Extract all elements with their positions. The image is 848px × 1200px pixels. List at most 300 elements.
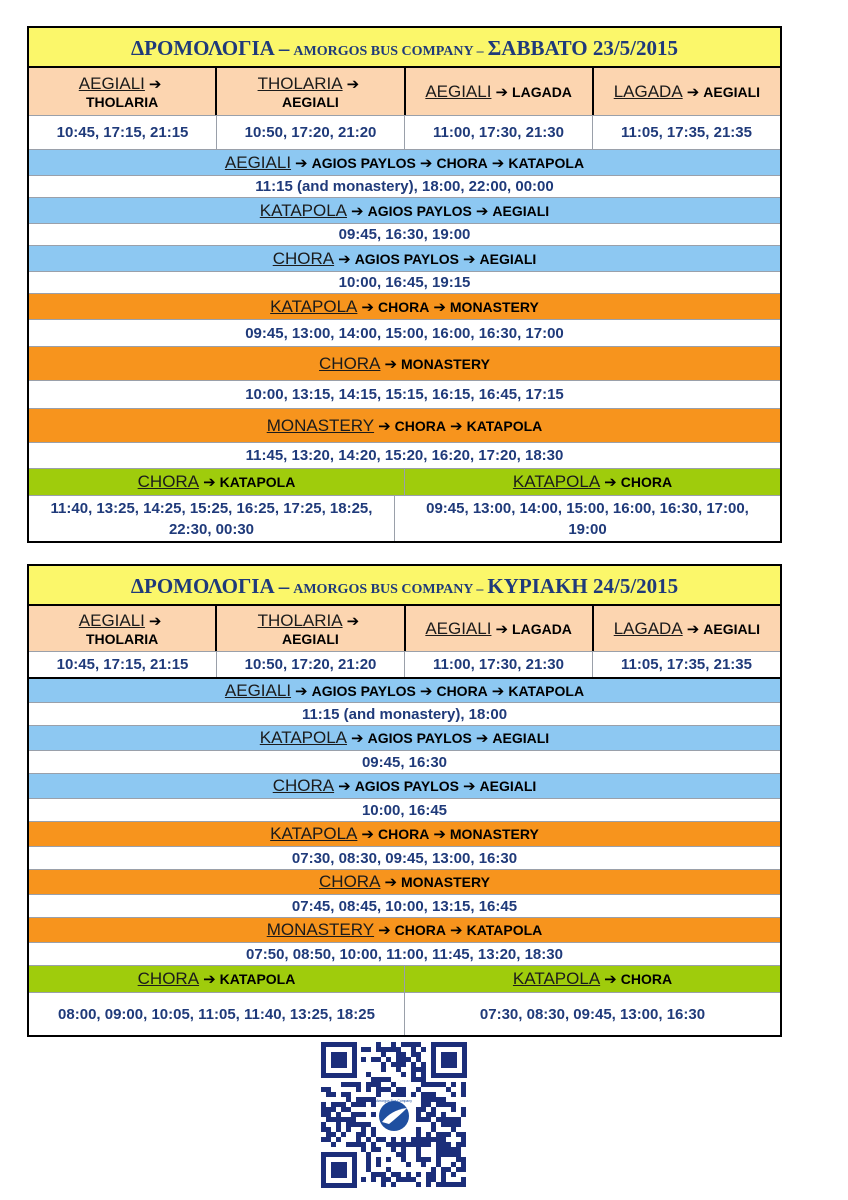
qr-module: [356, 1122, 361, 1127]
local-routes-header: AEGIALI ➔ THOLARIA THOLARIA ➔ AEGIALI AEGIALI ➔ LAGADA LAGADA ➔ AEGIALI: [29, 68, 780, 116]
arrow-right-icon: ➔: [361, 298, 374, 316]
qr-module: [436, 1162, 441, 1167]
qr-module: [416, 1052, 421, 1057]
qr-module: [381, 1087, 386, 1092]
qr-module: [426, 1112, 431, 1117]
qr-module: [426, 1182, 431, 1187]
arrow-right-icon: ➔: [604, 971, 617, 988]
qr-module: [326, 1087, 331, 1092]
qr-module: [436, 1117, 441, 1122]
qr-module: [396, 1142, 401, 1147]
qr-module: [431, 1107, 436, 1112]
qr-module: [321, 1107, 326, 1112]
qr-module: [411, 1137, 416, 1142]
qr-module: [451, 1162, 456, 1167]
qr-module: [371, 1082, 376, 1087]
qr-module: [321, 1112, 326, 1117]
qr-module: [376, 1042, 381, 1047]
qr-module: [461, 1157, 466, 1162]
route-header: CHORA ➔ AGIOS PAYLOS ➔ AEGIALI: [29, 246, 780, 272]
route-times: 11:15 (and monastery), 18:00, 22:00, 00:00: [29, 176, 780, 198]
qr-module: [446, 1122, 451, 1127]
qr-module: [396, 1177, 401, 1182]
qr-module: [421, 1062, 426, 1067]
arrow-right-icon: ➔: [475, 730, 489, 747]
qr-module: [401, 1087, 406, 1092]
qr-module: [461, 1107, 466, 1112]
arrow-right-icon: ➔: [378, 417, 391, 435]
qr-module: [396, 1067, 401, 1072]
schedule-day: ΣΑΒΒΑΤΟ 23/5/2015: [487, 36, 678, 60]
route-times: 09:45, 16:30, 19:00: [29, 224, 780, 246]
route-header: CHORA ➔ AGIOS PAYLOS ➔ AEGIALI: [29, 774, 780, 799]
qr-module: [411, 1142, 416, 1147]
qr-module: [361, 1177, 366, 1182]
qr-module: [446, 1167, 451, 1172]
qr-module: [391, 1147, 396, 1152]
qr-module: [441, 1082, 446, 1087]
qr-module: [461, 1137, 466, 1142]
qr-module: [416, 1077, 421, 1082]
qr-module: [421, 1102, 426, 1107]
qr-module: [391, 1092, 396, 1097]
qr-module: [436, 1152, 441, 1157]
qr-module: [336, 1137, 341, 1142]
route-times: 10:00, 13:15, 14:15, 15:15, 16:15, 16:45, 17:15: [29, 381, 780, 409]
route-times: 09:45, 16:30: [29, 751, 780, 774]
qr-module: [356, 1102, 361, 1107]
qr-module: [381, 1067, 386, 1072]
qr-module: [436, 1137, 441, 1142]
qr-module: [376, 1147, 381, 1152]
qr-module: [396, 1152, 401, 1157]
qr-module: [426, 1157, 431, 1162]
qr-module: [426, 1102, 431, 1107]
qr-module: [371, 1057, 376, 1062]
local-routes-times: 10:45, 17:15, 21:15 10:50, 17:20, 21:20 11:00, 17:30, 21:30 11:05, 17:35, 21:35: [29, 116, 780, 150]
qr-module: [441, 1102, 446, 1107]
qr-module: [361, 1097, 366, 1102]
qr-module: [376, 1092, 381, 1097]
qr-module: [401, 1177, 406, 1182]
qr-module: [451, 1182, 456, 1187]
qr-module: [411, 1177, 416, 1182]
arrow-right-icon: ➔: [491, 682, 505, 700]
qr-module: [346, 1127, 351, 1132]
qr-module: [401, 1092, 406, 1097]
qr-module: [446, 1132, 451, 1137]
qr-module: [421, 1097, 426, 1102]
qr-module: [416, 1127, 421, 1132]
qr-module: [441, 1182, 446, 1187]
qr-module: [326, 1127, 331, 1132]
qr-module: [351, 1142, 356, 1147]
qr-module: [376, 1087, 381, 1092]
qr-module: [431, 1172, 436, 1177]
arrow-right-icon: ➔: [491, 154, 505, 172]
qr-module: [456, 1147, 461, 1152]
qr-module: [396, 1172, 401, 1177]
qr-module: [436, 1132, 441, 1137]
qr-module: [461, 1167, 466, 1172]
qr-module: [346, 1142, 351, 1147]
qr-module: [336, 1112, 341, 1117]
qr-module: [346, 1117, 351, 1122]
qr-module: [421, 1142, 426, 1147]
qr-module: [331, 1092, 336, 1097]
qr-module: [421, 1162, 426, 1167]
qr-module: [456, 1182, 461, 1187]
qr-module: [451, 1127, 456, 1132]
route-header: KATAPOLA ➔ CHORA ➔ MONASTERY: [29, 294, 780, 320]
local-routes-times: 10:45, 17:15, 21:15 10:50, 17:20, 21:20 11:00, 17:30, 21:30 11:05, 17:35, 21:35: [29, 652, 780, 679]
qr-module: [446, 1102, 451, 1107]
qr-module: [401, 1052, 406, 1057]
qr-module: [441, 1147, 446, 1152]
arrow-right-icon: ➔: [378, 922, 391, 939]
qr-module: [361, 1132, 366, 1137]
qr-module: [361, 1112, 366, 1117]
qr-module: [426, 1177, 431, 1182]
qr-module: [411, 1042, 416, 1047]
qr-module: [341, 1082, 346, 1087]
qr-module: [361, 1142, 366, 1147]
qr-module: [336, 1127, 341, 1132]
arrow-right-icon: ➔: [450, 417, 463, 435]
qr-module: [391, 1142, 396, 1147]
qr-module: [431, 1137, 436, 1142]
qr-module: [371, 1132, 376, 1137]
qr-module: [411, 1077, 416, 1082]
route-times: 10:00, 16:45: [29, 799, 780, 822]
qr-module: [436, 1097, 441, 1102]
qr-module: [456, 1157, 461, 1162]
route-header: MONASTERY ➔ CHORA ➔ KATAPOLA: [29, 409, 780, 443]
qr-module: [461, 1132, 466, 1137]
qr-module: [456, 1152, 461, 1157]
qr-module: [441, 1137, 446, 1142]
qr-module: [461, 1162, 466, 1167]
qr-module: [431, 1092, 436, 1097]
qr-module: [451, 1092, 456, 1097]
qr-module: [351, 1102, 356, 1107]
qr-module: [426, 1097, 431, 1102]
qr-module: [386, 1077, 391, 1082]
arrow-right-icon: ➔: [351, 202, 364, 220]
qr-module: [381, 1052, 386, 1057]
arrow-right-icon: ➔: [295, 682, 308, 700]
qr-module: [446, 1182, 451, 1187]
qr-module: [416, 1117, 421, 1122]
route-header: CHORA ➔ MONASTERY: [29, 347, 780, 381]
arrow-right-icon: ➔: [495, 620, 509, 638]
qr-module: [431, 1122, 436, 1127]
qr-module: [371, 1077, 376, 1082]
qr-module: [321, 1127, 326, 1132]
route-header: KATAPOLA ➔ CHORA ➔ MONASTERY: [29, 822, 780, 847]
qr-module: [391, 1172, 396, 1177]
qr-module: [416, 1182, 421, 1187]
qr-module: [406, 1142, 411, 1147]
qr-module: [431, 1097, 436, 1102]
arrow-right-icon: ➔: [433, 298, 446, 316]
qr-module: [401, 1042, 406, 1047]
qr-module: [416, 1157, 421, 1162]
qr-module: [346, 1122, 351, 1127]
qr-module: [371, 1142, 376, 1147]
qr-module: [371, 1147, 376, 1152]
qr-module: [346, 1097, 351, 1102]
qr-module: [326, 1107, 331, 1112]
bottom-routes-times: 08:00, 09:00, 10:05, 11:05, 11:40, 13:25, 18:25 07:30, 08:30, 09:45, 13:00, 16:30: [29, 993, 780, 1035]
qr-module: [361, 1122, 366, 1127]
qr-module: [446, 1117, 451, 1122]
arrow-right-icon: ➔: [346, 75, 360, 93]
qr-module: [381, 1062, 386, 1067]
qr-module: [401, 1147, 406, 1152]
qr-module: [376, 1057, 381, 1062]
route-header: AEGIALI ➔ AGIOS PAYLOS ➔ CHORA ➔ KATAPOLA: [29, 679, 780, 703]
qr-module: [386, 1157, 391, 1162]
qr-module: [376, 1172, 381, 1177]
qr-module: [421, 1107, 426, 1112]
qr-module: [376, 1077, 381, 1082]
qr-module: [451, 1152, 456, 1157]
qr-module: [461, 1112, 466, 1117]
qr-module: [441, 1167, 446, 1172]
qr-module: [366, 1047, 371, 1052]
qr-module: [381, 1172, 386, 1177]
route-times: 07:30, 08:30, 09:45, 13:00, 16:30: [29, 847, 780, 870]
qr-module: [356, 1112, 361, 1117]
qr-module: [451, 1172, 456, 1177]
qr-module: [426, 1137, 431, 1142]
arrow-right-icon: ➔: [384, 874, 398, 891]
qr-module: [366, 1162, 371, 1167]
qr-module: [366, 1097, 371, 1102]
qr-module: [421, 1067, 426, 1072]
qr-module: [326, 1092, 331, 1097]
qr-module: [366, 1122, 371, 1127]
arrow-right-icon: ➔: [462, 250, 476, 268]
qr-module: [411, 1092, 416, 1097]
arrow-right-icon: ➔: [338, 778, 351, 795]
qr-module: [441, 1112, 446, 1117]
qr-module: [436, 1157, 441, 1162]
qr-module: [391, 1182, 396, 1187]
qr-module: [436, 1147, 441, 1152]
qr-module: [351, 1117, 356, 1122]
qr-module: [331, 1107, 336, 1112]
qr-module: [416, 1137, 421, 1142]
qr-module: [411, 1052, 416, 1057]
qr-module: [451, 1107, 456, 1112]
qr-module: [441, 1142, 446, 1147]
qr-module: [421, 1092, 426, 1097]
qr-module: [401, 1057, 406, 1062]
qr-module: [436, 1182, 441, 1187]
qr-module: [451, 1082, 456, 1087]
qr-module: [326, 1117, 331, 1122]
qr-module: [456, 1117, 461, 1122]
qr-module: [411, 1072, 416, 1077]
company-logo: [376, 1098, 412, 1134]
qr-module: [331, 1132, 336, 1137]
qr-module: [406, 1042, 411, 1047]
arrow-right-icon: ➔: [338, 250, 351, 268]
qr-module: [406, 1172, 411, 1177]
qr-module: [326, 1112, 331, 1117]
qr-module: [431, 1167, 436, 1172]
qr-module: [421, 1072, 426, 1077]
qr-module: [446, 1142, 451, 1147]
schedule-title: ΔΡΟΜΟΛΟΓΙΑ – AMORGOS BUS COMPANY – ΣΑΒΒΑΤΟ 23/5/2015: [29, 28, 780, 68]
qr-module: [436, 1102, 441, 1107]
qr-module: [451, 1147, 456, 1152]
qr-module: [331, 1117, 336, 1122]
qr-module: [416, 1107, 421, 1112]
qr-module: [341, 1107, 346, 1112]
qr-module: [356, 1087, 361, 1092]
bottom-routes-header: CHORA ➔ KATAPOLA KATAPOLA ➔ CHORA: [29, 469, 780, 496]
qr-module: [326, 1137, 331, 1142]
qr-module: [361, 1102, 366, 1107]
qr-module: [386, 1087, 391, 1092]
route-times: 11:15 (and monastery), 18:00: [29, 703, 780, 726]
qr-module: [366, 1072, 371, 1077]
qr-module: [381, 1182, 386, 1187]
qr-module: [341, 1102, 346, 1107]
qr-module: [401, 1072, 406, 1077]
arrow-right-icon: ➔: [475, 202, 489, 220]
arrow-right-icon: ➔: [604, 474, 617, 491]
arrow-right-icon: ➔: [203, 971, 216, 988]
qr-module: [376, 1082, 381, 1087]
schedule-saturday: [27, 26, 782, 543]
qr-module: [336, 1102, 341, 1107]
qr-module: [431, 1177, 436, 1182]
qr-module: [406, 1162, 411, 1167]
route-header: KATAPOLA ➔ AGIOS PAYLOS ➔ AEGIALI: [29, 726, 780, 751]
arrow-right-icon: ➔: [450, 922, 463, 939]
qr-module: [431, 1112, 436, 1117]
route-header: KATAPOLA ➔ AGIOS PAYLOS ➔ AEGIALI: [29, 198, 780, 224]
qr-module: [406, 1057, 411, 1062]
qr-module: [391, 1082, 396, 1087]
qr-module: [416, 1057, 421, 1062]
qr-module: [416, 1067, 421, 1072]
qr-module: [346, 1082, 351, 1087]
qr-module: [381, 1177, 386, 1182]
qr-module: [426, 1092, 431, 1097]
arrow-right-icon: ➔: [148, 612, 162, 630]
route-header: AEGIALI ➔ AGIOS PAYLOS ➔ CHORA ➔ KATAPOLA: [29, 150, 780, 176]
local-routes-header: AEGIALI ➔ THOLARIA THOLARIA ➔ AEGIALI AEGIALI ➔ LAGADA LAGADA ➔ AEGIALI: [29, 606, 780, 652]
qr-module: [446, 1087, 451, 1092]
qr-module: [391, 1042, 396, 1047]
qr-module: [396, 1047, 401, 1052]
qr-module: [426, 1082, 431, 1087]
qr-module: [416, 1142, 421, 1147]
qr-module: [426, 1172, 431, 1177]
qr-module: [401, 1157, 406, 1162]
bottom-routes-header: CHORA ➔ KATAPOLA KATAPOLA ➔ CHORA: [29, 966, 780, 993]
qr-module: [346, 1092, 351, 1097]
qr-module: [341, 1117, 346, 1122]
qr-module: [361, 1057, 366, 1062]
arrow-right-icon: ➔: [686, 620, 700, 638]
qr-module: [441, 1132, 446, 1137]
qr-module: [391, 1047, 396, 1052]
qr-module: [456, 1167, 461, 1172]
qr-module: [386, 1047, 391, 1052]
qr-module: [401, 1062, 406, 1067]
qr-module: [371, 1112, 376, 1117]
qr-module: [371, 1177, 376, 1182]
qr-module: [376, 1047, 381, 1052]
qr-module: [416, 1147, 421, 1152]
qr-module: [341, 1092, 346, 1097]
qr-module: [426, 1117, 431, 1122]
qr-module: [441, 1097, 446, 1102]
qr-module: [351, 1112, 356, 1117]
qr-module: [401, 1152, 406, 1157]
qr-module: [386, 1057, 391, 1062]
qr-module: [381, 1137, 386, 1142]
qr-module: [391, 1137, 396, 1142]
qr-module: [386, 1177, 391, 1182]
schedule-day: ΚΥΡΙΑΚΗ 24/5/2015: [487, 574, 679, 598]
qr-module: [346, 1107, 351, 1112]
route-times: 11:45, 13:20, 14:20, 15:20, 16:20, 17:20, 18:30: [29, 443, 780, 469]
qr-module: [326, 1132, 331, 1137]
route-times: 07:45, 08:45, 10:00, 13:15, 16:45: [29, 895, 780, 918]
qr-module: [361, 1127, 366, 1132]
qr-module: [411, 1047, 416, 1052]
qr-module: [336, 1122, 341, 1127]
qr-module: [376, 1137, 381, 1142]
qr-module: [436, 1142, 441, 1147]
arrow-right-icon: ➔: [148, 75, 162, 93]
route-times: 07:50, 08:50, 10:00, 11:00, 11:45, 13:20, 18:30: [29, 943, 780, 966]
qr-module: [406, 1177, 411, 1182]
qr-module: [461, 1177, 466, 1182]
qr-module: [371, 1127, 376, 1132]
qr-module: [386, 1167, 391, 1172]
qr-module: [321, 1087, 326, 1092]
qr-module: [391, 1062, 396, 1067]
qr-module: [351, 1082, 356, 1087]
qr-module: [356, 1097, 361, 1102]
qr-module: [431, 1082, 436, 1087]
qr-module: [321, 1122, 326, 1127]
arrow-right-icon: ➔: [495, 83, 509, 101]
qr-module: [361, 1047, 366, 1052]
qr-module: [416, 1112, 421, 1117]
qr-module: [421, 1137, 426, 1142]
qr-module: [371, 1172, 376, 1177]
qr-module: [356, 1137, 361, 1142]
qr-module: [376, 1162, 381, 1167]
qr-module: [321, 1137, 326, 1142]
bottom-routes-times: 11:40, 13:25, 14:25, 15:25, 16:25, 17:25, 18:25, 22:30, 00:30 09:45, 13:00, 14:00, 15:00, 16:00, 16:30, 17:00, 19:00: [29, 496, 780, 541]
qr-module: [376, 1157, 381, 1162]
qr-code: [319, 1040, 469, 1190]
qr-module: [331, 1142, 336, 1147]
qr-module: [401, 1137, 406, 1142]
route-times: 10:00, 16:45, 19:15: [29, 272, 780, 294]
route-header: MONASTERY ➔ CHORA ➔ KATAPOLA: [29, 918, 780, 943]
